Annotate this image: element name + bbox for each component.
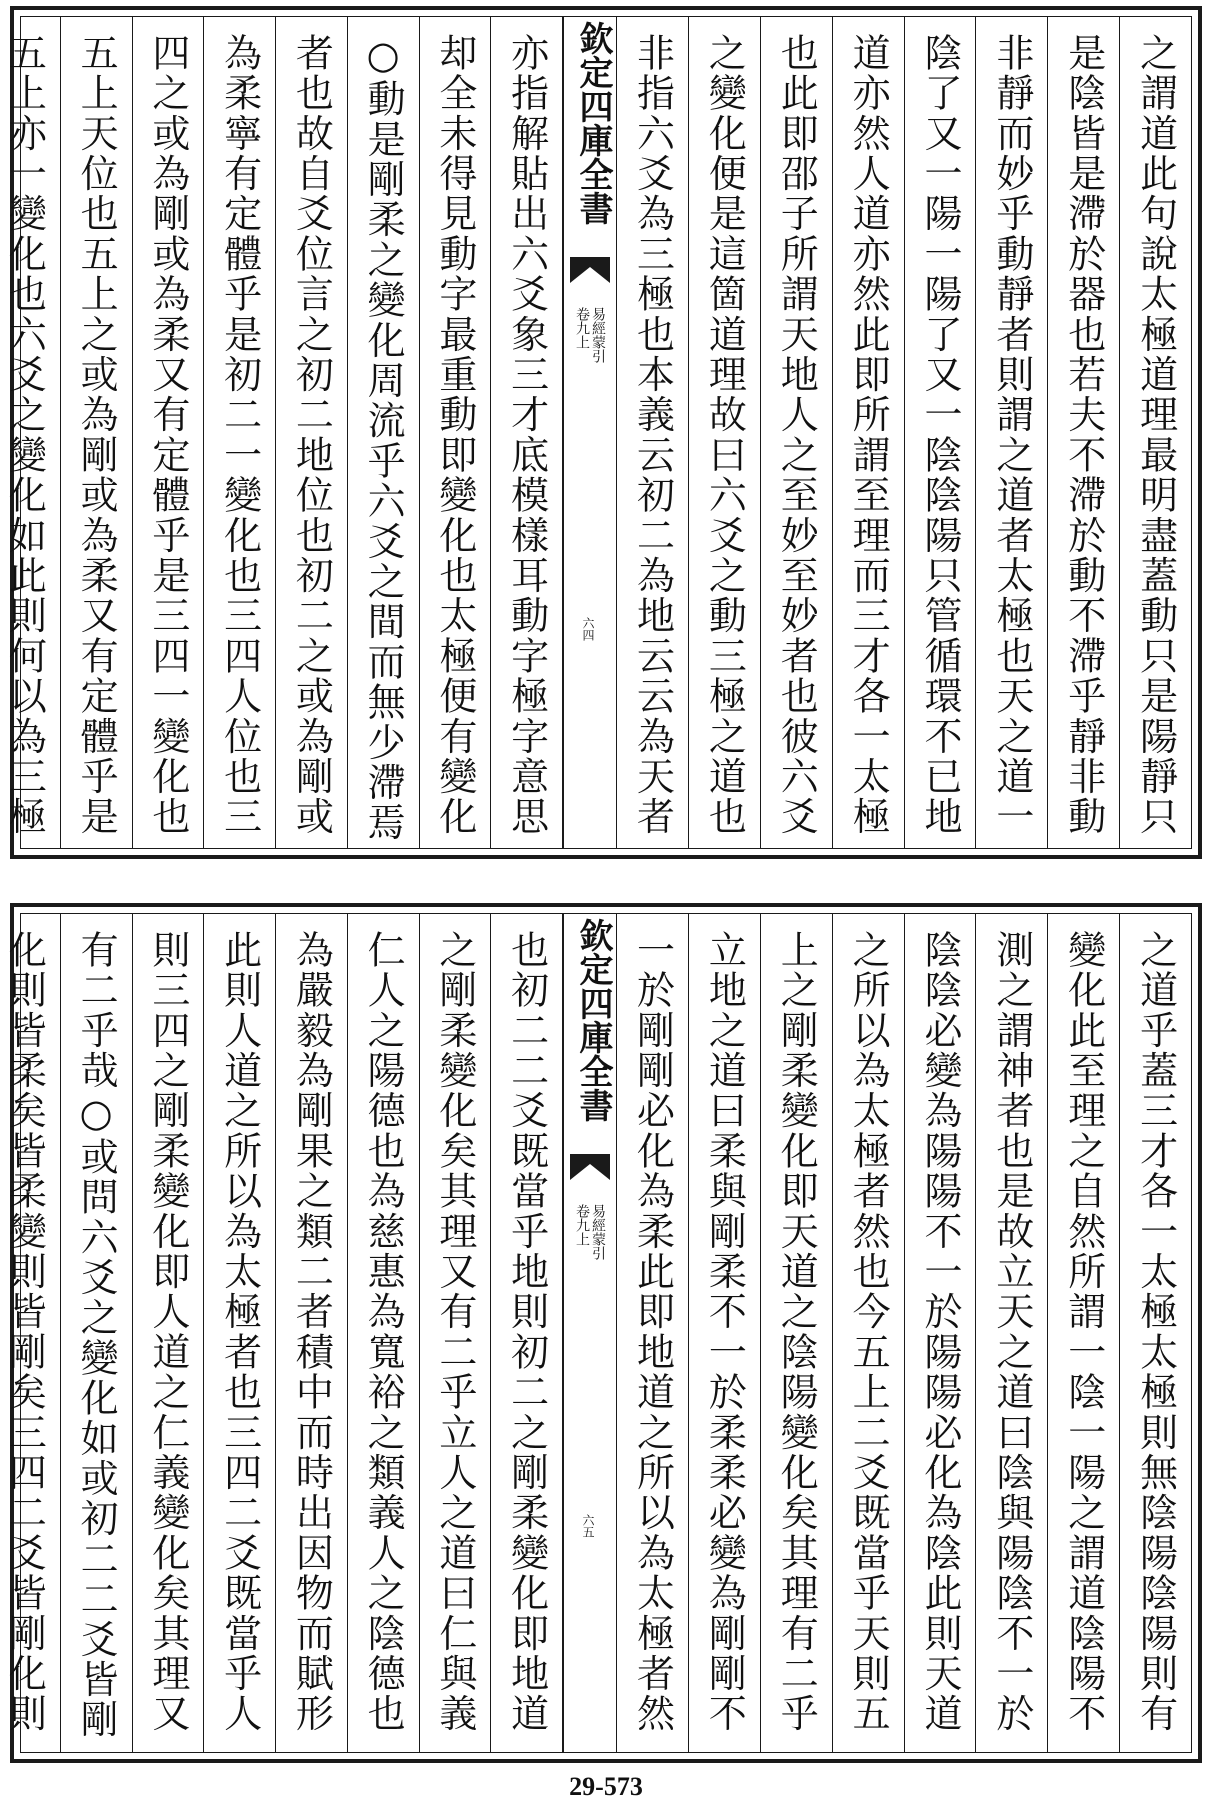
text-column: 四之或為剛或為柔又有定體乎是三四一變化也 [133,17,205,848]
book-title: 易經蒙引 [590,1204,606,1260]
text-column: 却全未得見動字最重動即變化也太極便有變化 [420,17,492,848]
text-column: 亦指解貼出六爻象三才底模樣耳動字極字意思 [491,17,563,848]
lower-page-frame [2,913,1192,1753]
text-column: 之所以為太極者然也今五上二爻既當乎天則五 [833,914,905,1752]
upper-left-half [0,17,563,848]
text-column: 五上天位也五上之或為剛或為柔又有定體乎是 [61,17,133,848]
lower-right-half [617,914,1191,1752]
text-column: 有二乎哉○或問六爻之變化如或初二二爻皆剛 [61,914,133,1752]
fish-tail-ornament-icon [570,257,610,283]
text-column: 為柔寧有定體乎是初二一變化也三四人位也三 [204,17,276,848]
text-column: 五上亦一變化也六爻之變化如此則何以為三極 [0,17,61,848]
text-column: 立地之道曰柔與剛柔不一於柔柔必變為剛剛不 [689,914,761,1752]
book-meta [564,1204,616,1260]
folio-number: 六五 [581,1514,595,1538]
upper-page-frame [2,16,1192,849]
text-column: 則三四之剛柔變化即人道之仁義變化矣其理又 [133,914,205,1752]
center-column [563,914,617,1752]
text-column: 非指六爻為三極也本義云初二為地云云為天者 [617,17,689,848]
text-column: 為嚴毅為剛果之類二者積中而時出因物而賦形 [276,914,348,1752]
fish-tail-ornament-icon [570,1154,610,1180]
collection-title: 欽定四庫全書 [573,21,613,225]
upper-right-half [617,17,1191,848]
text-column: 之謂道此句說太極道理最明盡蓋動只是陽靜只 [1133,33,1178,837]
text-column: 是陰皆是滯於器也若夫不滯於動不滯乎靜非動 [1048,17,1120,848]
text-column: 也初二二爻既當乎地則初二之剛柔變化即地道 [491,914,563,1752]
text-column: ○動是剛柔之變化周流乎六爻之間而無少滯焉 [348,17,420,848]
text-column: 陰了又一陽一陽了又一陰陰陽只管循環不已地 [905,17,977,848]
text-column: 陰陰必變為陽陽不一於陽陽必化為陰此則天道 [905,914,977,1752]
book-title: 易經蒙引 [590,307,606,363]
volume-label: 卷九上 [574,1204,590,1246]
upper-page [2,6,1202,859]
text-column: 化則皆柔矣皆柔變則皆剛矣三四二爻皆剛化則 [0,914,61,1752]
text-column: 道亦然人道亦然此即所謂至理而三才各一太極 [833,17,905,848]
collection-title: 欽定四庫全書 [573,918,613,1122]
text-column: 者也故自爻位言之初二地位也初二之或為剛或 [276,17,348,848]
text-column: 一於剛剛必化為柔此即地道之所以為太極者然 [617,914,689,1752]
center-column [563,17,617,848]
text-column: 非靜而妙乎動靜者則謂之道者太極也天之道一 [976,17,1048,848]
text-column: 之道乎蓋三才各一太極太極則無陰陽陰陽則有 [1133,930,1178,1734]
volume-label: 卷九上 [574,307,590,349]
text-column: 上之剛柔變化即天道之陰陽變化矣其理有二乎 [761,914,833,1752]
text-column: 也此即邵子所謂天地人之至妙至妙者也彼六爻 [761,17,833,848]
folio-number: 六四 [581,617,595,641]
text-column: 仁人之陽德也為慈惠為寬裕之類義人之陰德也 [348,914,420,1752]
book-meta [564,307,616,363]
lower-left-half [0,914,563,1752]
text-column: 之變化便是這箇道理故曰六爻之動三極之道也 [689,17,761,848]
lower-page [2,903,1202,1763]
text-column: 變化此至理之自然所謂一陰一陽之謂道陰陽不 [1048,914,1120,1752]
page-number: 29-573 [569,1772,643,1801]
text-column: 此則人道之所以為太極者也三四二爻既當乎人 [204,914,276,1752]
text-column: 測之謂神者也是故立天之道曰陰與陽陰不一於 [976,914,1048,1752]
text-column: 之剛柔變化矣其理又有二乎立人之道曰仁與義 [420,914,492,1752]
